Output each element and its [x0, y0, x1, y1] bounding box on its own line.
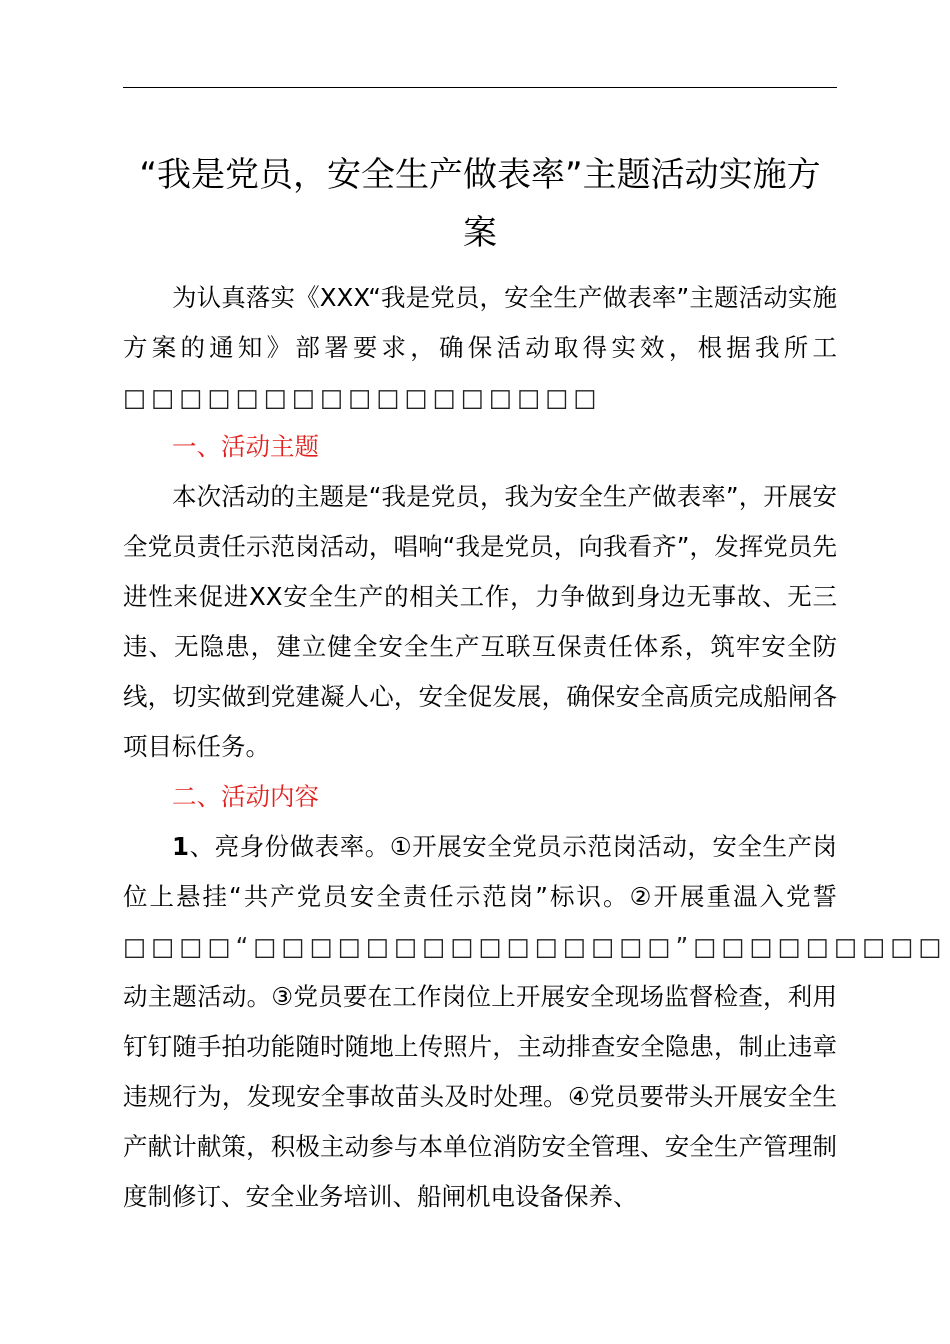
intro-paragraph	[123, 273, 837, 423]
header-rule	[123, 87, 837, 88]
section-1-paragraph: 本次活动的主题是“我是党员，我为安全生产做表率”，开展安全党员责任示范岗活动，唱响“我是党员，向我看齐”，发挥党员先进性来促进XX安全生产的相关工作，力争做到身边无事故、无三违、无隐患，建立健全安全生产互联互保责任体系，筑牢安全防线，切实做到党建凝人心，安全促发展，确保安全高质完成船闸各项目标任务。	[123, 482, 837, 761]
intro-text: 为认真落实《XXX“我是党员，安全生产做表率”主题活动实施方案的通知》部署要求，确保活动取得实效，根据我所工	[123, 283, 837, 362]
section-1-heading: 一、活动主题	[172, 432, 319, 461]
item-1-text-continued: 动主题活动。③党员要在工作岗位上开展安全现场监督检查，利用钉钉随手拍功能随时随地上传照片，主动排查安全隐患，制止违章违规行为，发现安全事故苗头及时处理。④党员要带头开展安全生产献计献策，积极主动参与本单位消防安全管理、安全生产管理制度制修订、安全业务培训、船闸机电设备保养、	[123, 982, 837, 1211]
item-number: 1	[172, 832, 190, 861]
intro-garbled-text: □□□□□□□□□□□□□□□□□	[123, 383, 602, 412]
document-title: “我是党员，安全生产做表率”主题活动实施方案	[139, 155, 821, 253]
item-1-garbled-text: □□□□“□□□□□□□□□□□□□□□”□□□□□□□□□	[123, 932, 947, 961]
section-2-heading: 二、活动内容	[172, 782, 319, 811]
section-2-item-1-paragraph	[123, 822, 947, 1222]
item-1-text: 、亮身份做表率。①开展安全党员示范岗活动，安全生产岗位上悬挂“共产党员安全责任示范岗”标识。②开展重温入党誓	[123, 832, 837, 911]
